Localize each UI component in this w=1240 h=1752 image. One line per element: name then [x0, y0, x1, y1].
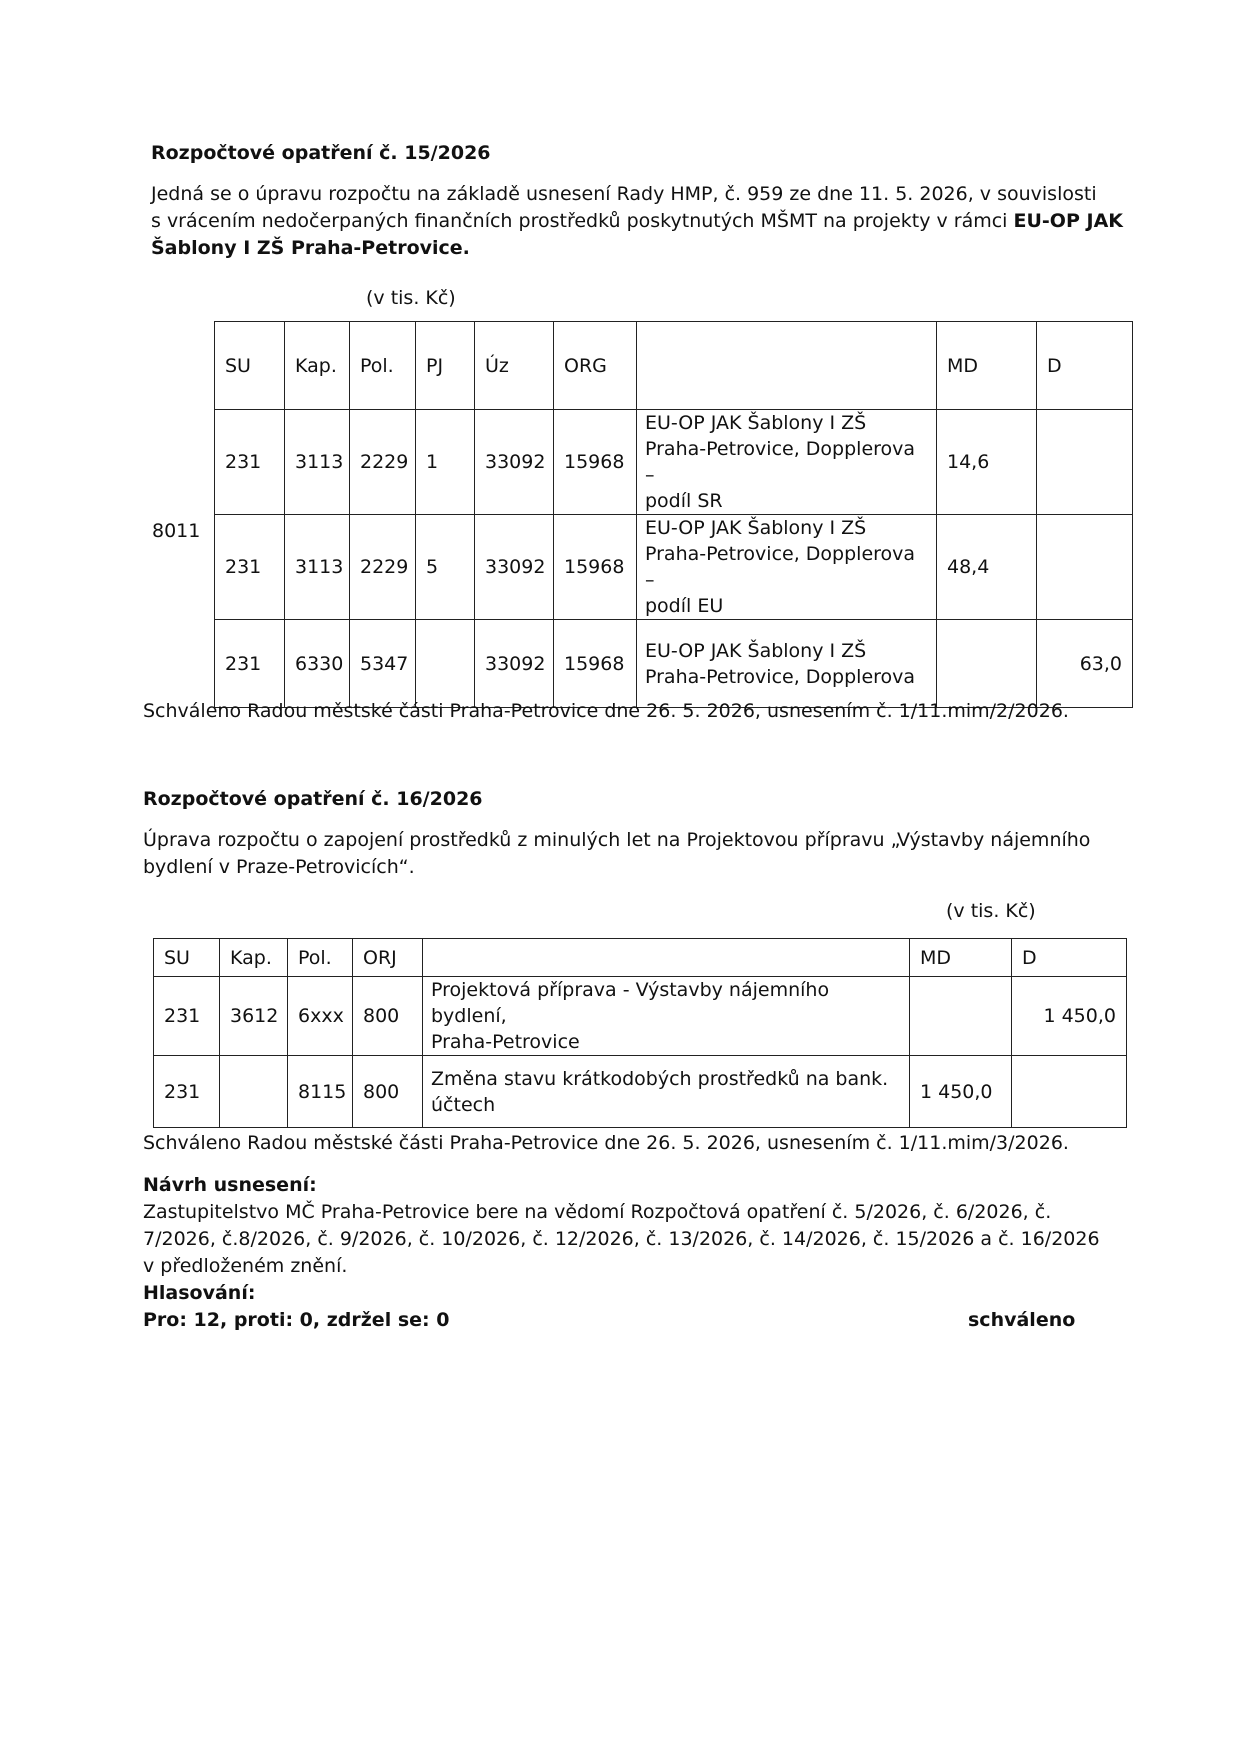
cell-md: [910, 977, 1012, 1056]
header-pol: Pol.: [288, 939, 353, 977]
section15-unit: (v tis. Kč): [366, 287, 456, 309]
cell-pol: 6xxx: [288, 977, 353, 1056]
desc-line: EU-OP JAK Šablony I ZŠ: [645, 639, 867, 662]
cell-d: 1 450,0: [1012, 977, 1127, 1056]
table-header-row: [154, 939, 1127, 977]
section16-unit: (v tis. Kč): [946, 900, 1036, 922]
cell-pj: [416, 620, 475, 708]
cell-kap: 3113: [285, 410, 350, 515]
cell-md: 48,4: [937, 515, 1037, 620]
intro-line: [151, 208, 1123, 235]
cell-su: 231: [215, 515, 285, 620]
cell-su: 231: [215, 410, 285, 515]
cell-md: 14,6: [937, 410, 1037, 515]
cell-org: 15968: [554, 620, 637, 708]
intro-bold-text: EU-OP JAK: [1013, 210, 1123, 232]
cell-d: 63,0: [1037, 620, 1133, 708]
desc-line: podíl SR: [645, 490, 723, 512]
header-uz: Úz: [475, 322, 554, 410]
cell-kap: 3113: [285, 515, 350, 620]
voting-row: [143, 1307, 1103, 1334]
cell-desc: [423, 1056, 910, 1128]
voting-title: Hlasování:: [143, 1282, 256, 1304]
table-row: [215, 620, 1133, 708]
section15-intro: [151, 181, 1123, 262]
header-pol: Pol.: [350, 322, 416, 410]
desc-line: podíl EU: [645, 595, 724, 617]
intro-line: Šablony I ZŠ Praha-Petrovice.: [151, 237, 470, 259]
section16-table: [153, 938, 1127, 1128]
cell-d: [1037, 410, 1133, 515]
desc-line: Praha-Petrovice, Dopplerova –: [645, 438, 916, 486]
header-kap: Kap.: [285, 322, 350, 410]
cell-md: 1 450,0: [910, 1056, 1012, 1128]
table-row: [154, 1056, 1127, 1128]
section15-table: [214, 321, 1133, 708]
cell-su: 231: [154, 1056, 220, 1128]
intro-line: bydlení v Praze-Petrovicích“.: [143, 856, 415, 878]
resolution-line: v předloženém znění.: [143, 1255, 348, 1277]
cell-kap: 3612: [220, 977, 288, 1056]
section16-title: Rozpočtové opatření č. 16/2026: [143, 788, 483, 810]
cell-d: [1037, 515, 1133, 620]
cell-uz: 33092: [475, 620, 554, 708]
cell-orj: 800: [353, 1056, 423, 1128]
resolution-line: Zastupitelstvo MČ Praha-Petrovice bere na vědomí Rozpočtová opatření č. 5/2026, č. 6/2026, č.: [143, 1201, 1052, 1223]
desc-line: Změna stavu krátkodobých prostředků na bank.: [431, 1067, 889, 1090]
intro-line: Jedná se o úpravu rozpočtu na základě usnesení Rady HMP, č. 959 ze dne 11. 5. 2026, v souvislosti: [151, 183, 1097, 205]
voting-result: schváleno: [968, 1309, 1076, 1331]
header-desc: [423, 939, 910, 977]
section15-side-label: 8011: [152, 520, 201, 542]
resolution-title: Návrh usnesení:: [143, 1174, 317, 1196]
table-row: [215, 410, 1133, 515]
header-orj: ORJ: [353, 939, 423, 977]
cell-pol: 2229: [350, 410, 416, 515]
header-org: ORG: [554, 322, 637, 410]
header-d: D: [1012, 939, 1127, 977]
cell-d: [1012, 1056, 1127, 1128]
cell-desc: [637, 620, 937, 708]
cell-md: [937, 620, 1037, 708]
table-row: [154, 977, 1127, 1056]
cell-desc: [637, 410, 937, 515]
section15-approval: Schváleno Radou městské části Praha-Petrovice dne 26. 5. 2026, usnesením č. 1/11.mim/2/2026.: [143, 700, 1069, 722]
header-md: MD: [910, 939, 1012, 977]
cell-org: 15968: [554, 515, 637, 620]
header-desc: [637, 322, 937, 410]
intro-line: Úprava rozpočtu o zapojení prostředků z minulých let na Projektovou přípravu „Výstavby nájemního: [143, 829, 1091, 851]
cell-pol: 5347: [350, 620, 416, 708]
header-pj: PJ: [416, 322, 475, 410]
desc-line: Projektová příprava - Výstavby nájemního bydlení,: [431, 979, 830, 1027]
desc-line: EU-OP JAK Šablony I ZŠ: [645, 412, 867, 434]
header-su: SU: [215, 322, 285, 410]
resolution-line: 7/2026, č.8/2026, č. 9/2026, č. 10/2026, č. 12/2026, č. 13/2026, č. 14/2026, č. 15/2026 a č. 16/2026: [143, 1228, 1100, 1250]
cell-pol: 8115: [288, 1056, 353, 1128]
cell-kap: 6330: [285, 620, 350, 708]
cell-pol: 2229: [350, 515, 416, 620]
desc-line: Praha-Petrovice, Dopplerova –: [645, 543, 916, 591]
table-header-row: [215, 322, 1133, 410]
cell-uz: 33092: [475, 410, 554, 515]
cell-pj: 5: [416, 515, 475, 620]
desc-line: EU-OP JAK Šablony I ZŠ: [645, 517, 867, 539]
desc-line: Praha-Petrovice, Dopplerova: [645, 665, 916, 688]
section15-title: Rozpočtové opatření č. 15/2026: [151, 142, 491, 164]
cell-org: 15968: [554, 410, 637, 515]
header-su: SU: [154, 939, 220, 977]
desc-line: účtech: [431, 1093, 496, 1116]
header-kap: Kap.: [220, 939, 288, 977]
cell-orj: 800: [353, 977, 423, 1056]
intro-text: s vrácením nedočerpaných finančních prostředků poskytnutých MŠMT na projekty v rámci: [151, 210, 1014, 232]
cell-su: 231: [215, 620, 285, 708]
cell-su: 231: [154, 977, 220, 1056]
cell-uz: 33092: [475, 515, 554, 620]
desc-line: Praha-Petrovice: [431, 1031, 580, 1053]
cell-desc: [637, 515, 937, 620]
section16-intro: [143, 827, 1090, 881]
cell-desc: [423, 977, 910, 1056]
cell-kap: [220, 1056, 288, 1128]
resolution-block: [143, 1172, 1103, 1334]
votes-text: Pro: 12, proti: 0, zdržel se: 0: [143, 1309, 450, 1331]
table-row: [215, 515, 1133, 620]
header-d: D: [1037, 322, 1133, 410]
section16-approval: Schváleno Radou městské části Praha-Petrovice dne 26. 5. 2026, usnesením č. 1/11.mim/3/2026.: [143, 1132, 1069, 1154]
header-md: MD: [937, 322, 1037, 410]
cell-pj: 1: [416, 410, 475, 515]
